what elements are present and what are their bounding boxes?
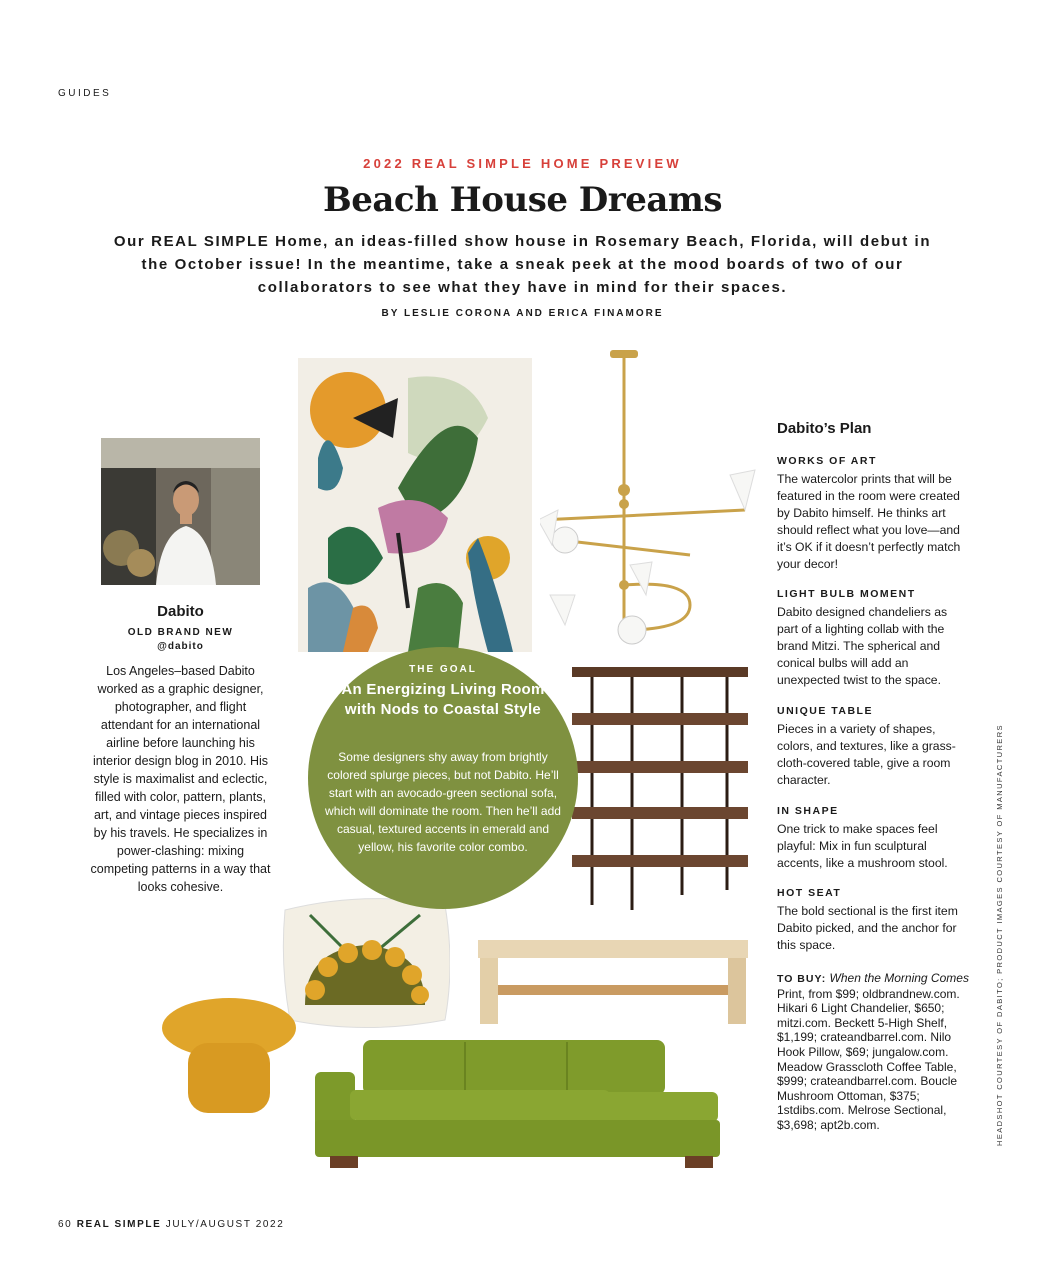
magazine-name: REAL SIMPLE — [76, 1219, 162, 1230]
page-number: 60 — [58, 1219, 73, 1230]
issue-date: JULY/AUGUST 2022 — [165, 1219, 285, 1230]
plan-heading-table: UNIQUE TABLE — [777, 705, 873, 717]
to-buy-print-title: When the Morning Comes — [829, 971, 969, 985]
to-buy-list — [777, 971, 972, 1133]
pillow-photo — [280, 895, 450, 1028]
article-dek: Our REAL SIMPLE Home, an ideas-filled show house in Rosemary Beach, Florida, will debut in the October issue! In the meantime, take a sneak peek at the mood boards of two of our collaborators to see what they have in mind for their spaces. — [113, 233, 932, 296]
to-buy-text: Print, from $99; oldbrandnew.com. Hikari 6 Light Chandelier, $650; mitzi.com. Beckett 5-High Shelf, $1,199; crateandbarrel.com. Nilo Hook Pillow, $69; jungalow.com. Meadow Grasscloth Coffee Table, $999; crateandbarrel.com. Boucle Mushroom Ottoman, $375; 1stdibs.com. Melrose Sectional, $3,698; apt2b.com. — [777, 986, 960, 1132]
profile-bio: Los Angeles–based Dabito worked as a graphic designer, photographer, and flight attendant for an international airline before launching his interior design blog in 2010. His style is maximalist and eclectic, filled with color, pattern, plants, art, and vintage pieces inspired by his travels. He specializes in power-clashing: mixing competing patterns in a way that looks cohesive. — [90, 664, 271, 894]
plan-heading-seat: HOT SEAT — [777, 887, 842, 899]
plan-text-light: Dabito designed chandeliers as part of a lighting collab with the brand Mitzi. The spherical and conical bulbs will add an unexpected twist to the space. — [777, 605, 948, 687]
plan-text-table: Pieces in a variety of shapes, colors, and textures, like a grass-cloth-covered table, give a room character. — [777, 722, 956, 787]
plan-text-art: The watercolor prints that will be featured in the room were created by Dabito himself. He thinks art should reflect what you love—and it’s OK if it doesn’t perfectly match your decor! — [777, 472, 961, 571]
watercolor-print — [298, 358, 532, 652]
bookshelf-photo — [572, 665, 748, 910]
goal-headline: An Energizing Living Room with Nods to Coastal Style — [341, 681, 545, 718]
headshot-photo — [101, 438, 260, 585]
mushroom-ottoman-photo — [160, 998, 298, 1118]
plan-text-shape: One trick to make spaces feel playful: Mix in fun sculptural accents, like a mushroom stool. — [777, 822, 948, 870]
article-title: Beach House Dreams — [323, 180, 722, 220]
plan-heading-light: LIGHT BULB MOMENT — [777, 588, 916, 600]
to-buy-label: TO BUY: — [777, 973, 827, 985]
byline: BY LESLIE CORONA AND ERICA FINAMORE — [381, 308, 664, 319]
photo-credit: HEADSHOT COURTESY OF DABITO; PRODUCT IMAGES COURTESY OF MANUFACTURERS — [995, 724, 1004, 1146]
goal-kicker: THE GOAL — [409, 664, 477, 675]
profile-name: Dabito — [157, 603, 204, 620]
goal-text: Some designers shy away from brightly colored splurge pieces, but not Dabito. He’ll start with an avocado-green sectional sofa, which will dominate the room. Then he’ll add casual, textured accents in emerald and yellow, his favorite color combo. — [325, 750, 561, 854]
section-label: GUIDES — [58, 88, 112, 99]
goal-callout — [308, 647, 578, 909]
profile-brand: OLD BRAND NEW — [127, 627, 234, 638]
sectional-sofa-photo — [315, 1040, 720, 1170]
plan-heading-art: WORKS OF ART — [777, 455, 877, 467]
folio — [58, 1219, 284, 1230]
plan-title: Dabito’s Plan — [777, 420, 872, 437]
profile-handle: @dabito — [157, 641, 204, 652]
plan-text-seat: The bold sectional is the first item Dabito picked, and the anchor for this space. — [777, 904, 958, 952]
coffee-table-photo — [478, 940, 750, 1025]
plan-heading-shape: IN SHAPE — [777, 805, 839, 817]
chandelier-photo — [540, 350, 770, 650]
article-kicker: 2022 REAL SIMPLE HOME PREVIEW — [363, 156, 682, 171]
